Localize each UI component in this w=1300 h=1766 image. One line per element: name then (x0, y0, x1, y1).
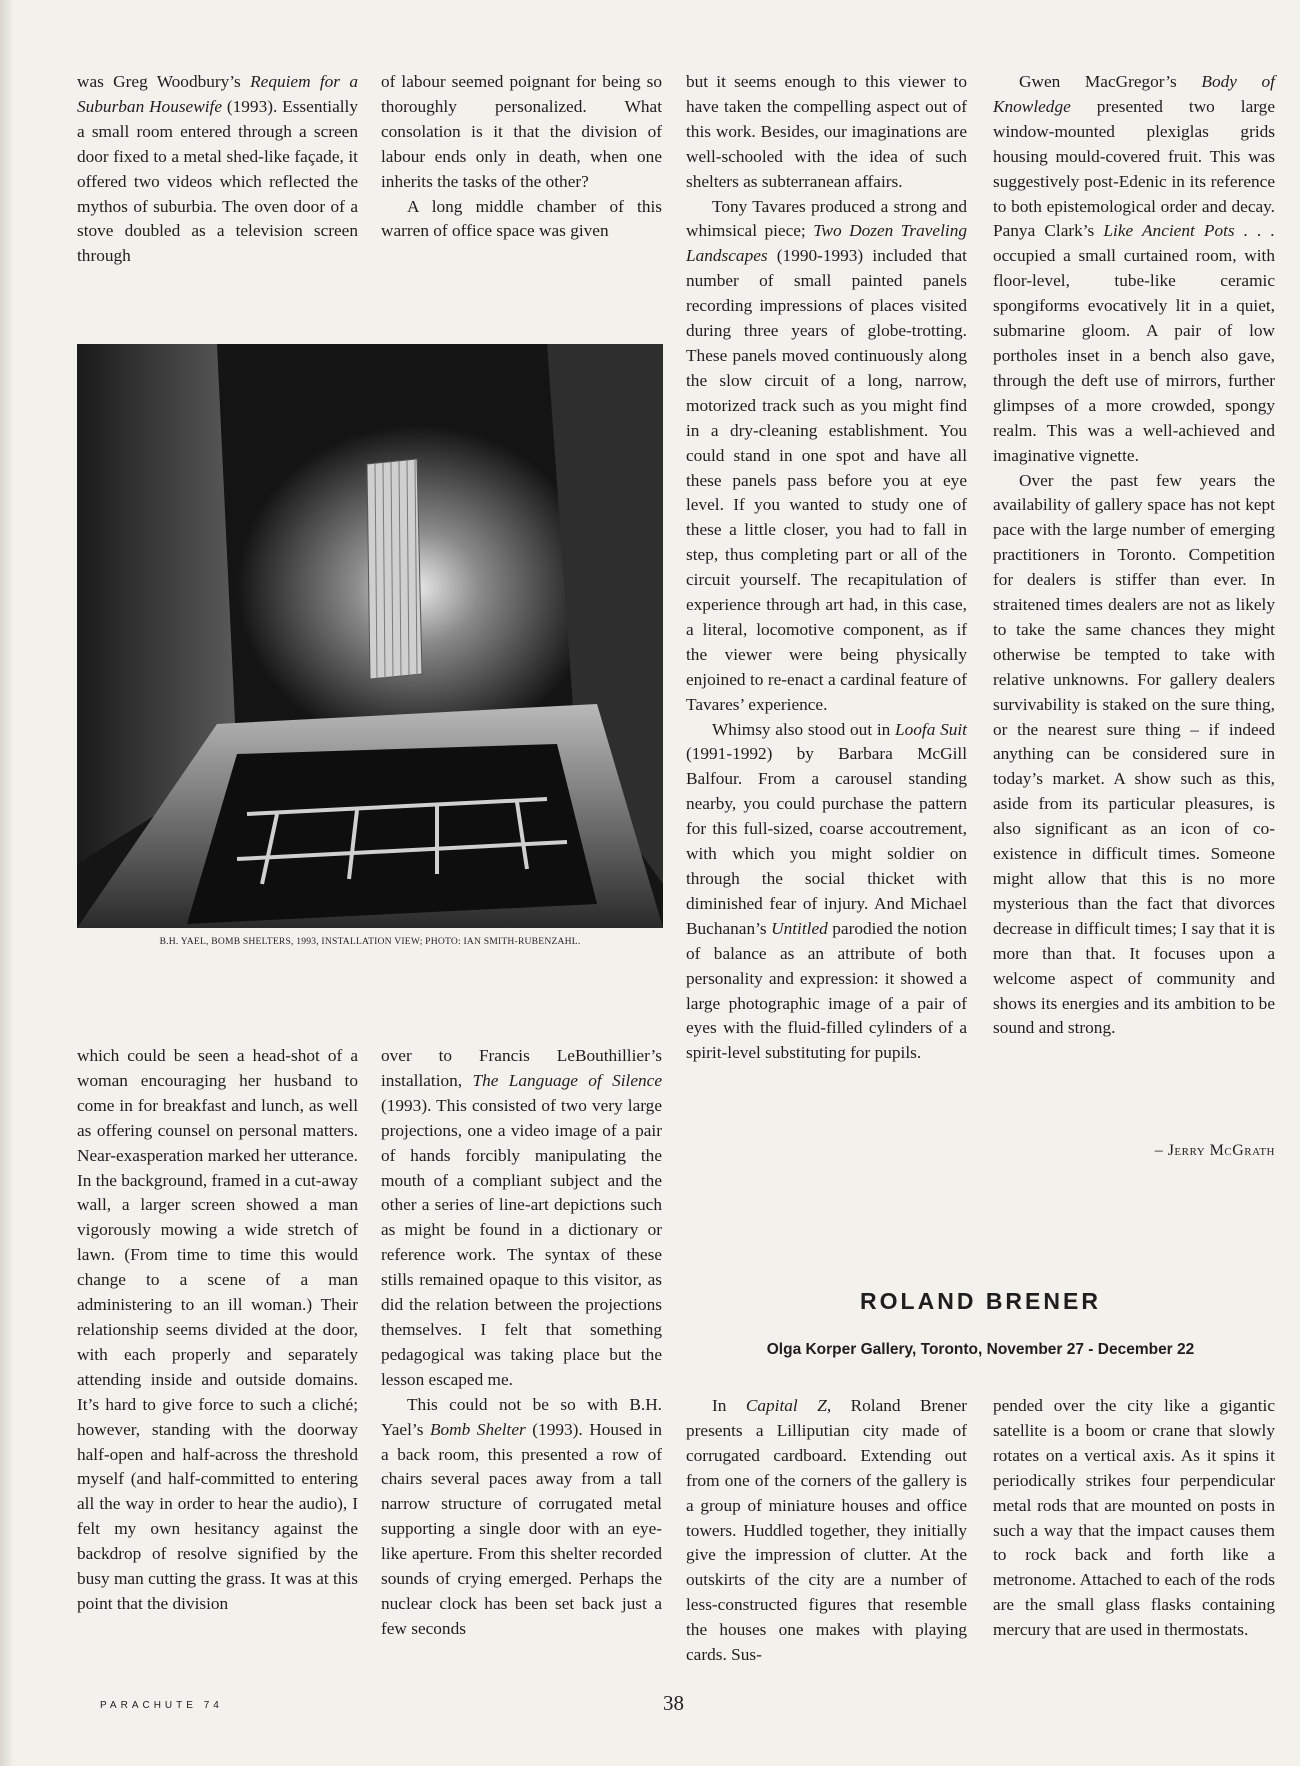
review-subtitle: Olga Korper Gallery, Toronto, November 27 - December 22 (766, 1341, 1195, 1358)
installation-photo (77, 344, 663, 928)
paragraph: This could not be so with B.H. Yael’s Bomb Shelter (1993). Housed in a back room, this presented a row of chairs several paces away from a tall narrow structure of corrugated metal supporting a single door with an eye-like aperture. From this shelter recorded sounds of crying emerged. Perhaps the nuclear clock has been set back just a few seconds (381, 1394, 662, 1638)
paragraph: of labour seemed poignant for being so thoroughly personalized. What consolation is it that the division of labour ends only in death, when one inherits the tasks of the other? (381, 72, 662, 191)
column-2-bottom (381, 1044, 662, 1642)
paragraph: Over the past few years the availability of gallery space has not kept pace with the large number of emerging practitioners in Toronto. Competition for dealers is stiffer than ever. In straitened times dealers are not as likely to take the same chances they might otherwise be tempted to take with relative unknowns. For gallery dealers survivability is staked on the sure thing, or the nearest sure thing – if indeed anything can be considered sure in today’s market. A show such as this, aside from its particular pleasures, is also significant as an icon of co-existence in difficult times. Someone might allow that this is no more mysterious than the fact that divorces decrease in difficult times; I say that it is more than that. It focuses upon a welcome aspect of community and shows its energies and its ambition to be sound and strong. (993, 470, 1275, 1038)
column-1-top (77, 70, 358, 269)
paragraph: pended over the city like a gigantic satellite is a boom or crane that slowly rotates on a vertical axis. As it spins it periodically strikes four perpendicular metal rods that are mounted on posts in such a way that the impact causes them to rock back and forth like a metronome. Attached to each of the rods are the small glass flasks containing mercury that are used in thermostats. (993, 1396, 1275, 1640)
paragraph: Tony Tavares produced a strong and whimsical piece; Two Dozen Traveling Landscapes (1990-1993) included that number of small painted panels recording impressions of places visited during three years of globe-trotting. These panels moved continuously along the slow circuit of a long, narrow, motorized track such as you might find in a dry-cleaning establishment. You could stand in one spot and have all these panels pass before you at eye level. If you wanted to study one of these a little closer, you had to fall in step, thus completing part or all of the circuit yourself. The recapitulation of experience through art had, in this case, a literal, locomotive component, as if the viewer were being physically enjoined to re-enact a cardinal feature of Tavares’ experience. (686, 196, 967, 714)
column-1-bottom (77, 1044, 358, 1617)
magazine-name: PARACHUTE 74 (100, 1700, 223, 1711)
paragraph: but it seems enough to this viewer to have taken the compelling aspect out of this work. Besides, our imaginations are well-schooled with the idea of such shelters as subterranean affairs. (686, 72, 967, 191)
paragraph: A long middle chamber of this warren of office space was given (381, 196, 662, 241)
bomb-shelter-photo-image (77, 344, 663, 928)
paragraph: Whimsy also stood out in Loofa Suit (1991-1992) by Barbara McGill Balfour. From a carousel standing nearby, you could purchase the pattern for this full-sized, coarse accoutrement, with which you might soldier on through the social thicket with diminished fear of injury. And Michael Buchanan’s Untitled parodied the notion of balance as an attribute of both personality and expression: it showed a large photographic image of a pair of eyes with the fluid-filled cylinders of a spirit-level substituting for pupils. (686, 719, 967, 1063)
paragraph: was Greg Woodbury’s Requiem for a Suburban Housewife (1993). Essentially a small room entered through a screen door fixed to a metal shed-like façade, it offered two videos which reflected the mythos of suburbia. The oven door of a stove doubled as a television screen through (77, 72, 358, 266)
paragraph: which could be seen a head-shot of a woman encouraging her husband to come in for breakfast and lunch, as well as offering counsel on personal matters. Near-exasperation marked her utterance. In the background, framed in a cut-away wall, a larger screen showed a man vigorously mowing a wide stretch of lawn. (From time to time this would change to a scene of a man administering to an ill woman.) Their relationship seems divided at the door, with each properly and separately attending inside and outside domains. It’s hard to give force to such a cliché; however, standing with the doorway half-open and half-across the threshold myself (and half-committed to entering all the way in order to hear the audio), I felt my own hesitancy against the backdrop of resolve signified by the busy man cutting the grass. It was at this point that the division (77, 1046, 358, 1613)
paragraph: over to Francis LeBouthillier’s installation, The Language of Silence (1993). This consisted of two very large projections, one a video image of a pair of hands forcibly manipulating the mouth of a compliant subject and the other a series of line-art depictions such as might be found in a dictionary or reference work. The syntax of these stills remained opaque to this visitor, as did the relation between the projections themselves. I felt that something pedagogical was taking place but the lesson escaped me. (381, 1046, 662, 1389)
review-column-1 (686, 1394, 967, 1668)
review-title: ROLAND BRENER (860, 1288, 1101, 1314)
page-spine-shadow (0, 0, 14, 1766)
column-2-top (381, 70, 662, 244)
paragraph: Gwen MacGregor’s Body of Knowledge presented two large window-mounted plexiglas grids housing mould-covered fruit. This was suggestively post-Edenic in its reference to both epistemological order and decay. Panya Clark’s Like Ancient Pots . . . occupied a small curtained room, with floor-level, tube-like ceramic spongiforms evocatively lit in a quiet, submarine gloom. A pair of low portholes inset in a bench also gave, through the deft use of mirrors, further glimpses of a more crowded, spongy realm. This was a well-achieved and imaginative vignette. (993, 72, 1275, 465)
author-signature: – Jerry McGrath (1154, 1142, 1275, 1159)
page-number: 38 (663, 1691, 684, 1715)
column-3 (686, 70, 967, 1066)
photo-caption: B.H. YAEL, BOMB SHELTERS, 1993, INSTALLATION VIEW; PHOTO: IAN SMITH-RUBENZAHL. (159, 936, 581, 947)
paragraph: In Capital Z, Roland Brener presents a Lilliputian city made of corrugated cardboard. Extending out from one of the corners of the gallery is a group of miniature houses and office towers. Huddled together, they initially give the impression of clutter. At the outskirts of the city are a number of less-constructed figures that resemble the houses one makes with playing cards. Sus- (686, 1396, 967, 1665)
column-4 (993, 70, 1275, 1041)
review-column-2 (993, 1394, 1275, 1643)
